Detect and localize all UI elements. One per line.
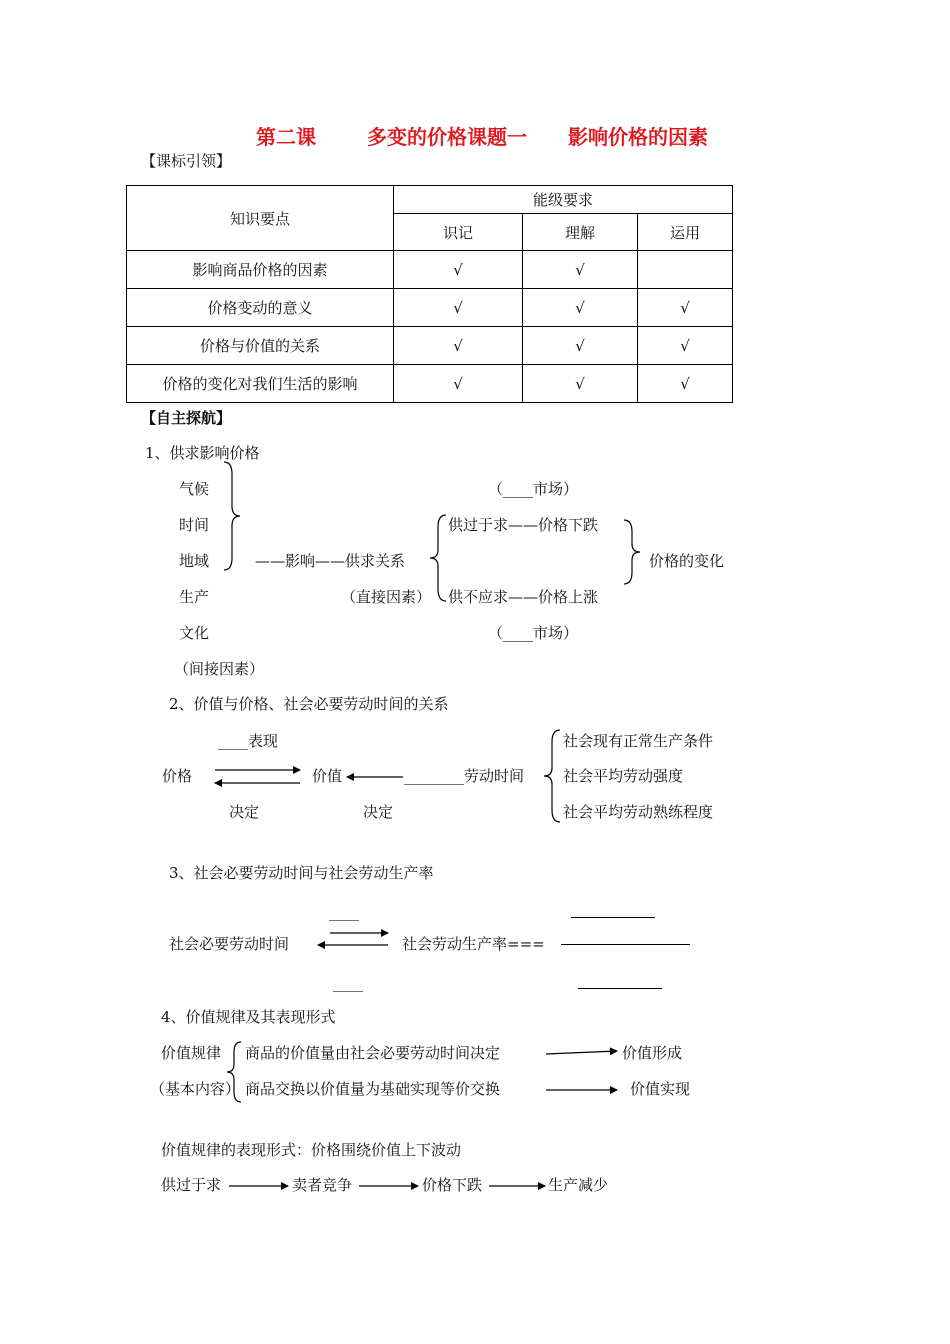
- conditions-brace: [544, 730, 560, 822]
- check-cell: √: [523, 251, 638, 289]
- price-change-label: 价格的变化: [649, 552, 725, 570]
- value-label: 价值: [312, 767, 343, 785]
- part2-heading: 2、价值与价格、社会必要劳动时间的关系: [169, 695, 449, 713]
- row-item: 价格变动的意义: [127, 289, 394, 327]
- market-top: （____市场）: [488, 480, 579, 498]
- supply-over: 供过于求——价格下跌: [448, 516, 599, 534]
- factor-region: 地域: [179, 552, 210, 570]
- arrow-to-value-formation: [546, 1051, 617, 1054]
- check-cell: √: [394, 251, 523, 289]
- price-close-brace: [624, 520, 640, 584]
- apply-header: 运用: [638, 214, 733, 251]
- chain-step-1: 供过于求: [161, 1176, 222, 1194]
- check-cell: √: [638, 327, 733, 365]
- blank-bottom: ____: [333, 974, 363, 992]
- row-item: 影响商品价格的因素: [127, 251, 394, 289]
- condition-3: 社会平均劳动熟练程度: [563, 803, 714, 821]
- condition-1: 社会现有正常生产条件: [563, 732, 714, 750]
- check-cell: √: [523, 365, 638, 403]
- content-1: 商品的价值量由社会必要劳动时间决定: [245, 1044, 501, 1062]
- check-cell: √: [394, 365, 523, 403]
- value-formation: 价值形成: [622, 1044, 683, 1062]
- factor-culture: 文化: [179, 624, 210, 642]
- form-label: 价值规律的表现形式：价格围绕价值上下波动: [161, 1141, 462, 1159]
- labor-time-node: 社会必要劳动时间: [169, 935, 290, 953]
- recall-header: 识记: [394, 214, 523, 251]
- price-label: 价格: [162, 767, 193, 785]
- knowledge-header: 知识要点: [127, 186, 394, 251]
- lesson-title: 第二课: [256, 125, 316, 149]
- part1-heading: 1、供求影响价格: [145, 444, 260, 462]
- value-realization: 价值实现: [630, 1080, 691, 1098]
- supply-open-brace: [430, 515, 446, 601]
- part4-heading: 4、价值规律及其表现形式: [161, 1008, 336, 1026]
- part3-heading: 3、社会必要劳动时间与社会劳动生产率: [169, 864, 434, 882]
- standards-heading: 【课标引领】: [141, 152, 232, 170]
- check-cell: √: [638, 365, 733, 403]
- check-cell: √: [523, 289, 638, 327]
- check-cell: √: [523, 327, 638, 365]
- check-cell: √: [638, 289, 733, 327]
- indirect-label: （间接因素）: [174, 660, 265, 678]
- productivity-node: 社会劳动生产率===: [402, 935, 545, 953]
- labor-time-label: ________劳动时间: [404, 767, 525, 785]
- self-explore-heading: 【自主探航】: [141, 409, 232, 427]
- check-cell: √: [394, 289, 523, 327]
- condition-2: 社会平均劳动强度: [563, 767, 684, 785]
- chain-step-4: 生产减少: [548, 1176, 609, 1194]
- supply-under: 供不应求——价格上涨: [448, 588, 599, 606]
- factors-brace: [224, 462, 240, 570]
- row-item: 价格与价值的关系: [127, 327, 394, 365]
- law-label: 价值规律: [161, 1044, 222, 1062]
- factor-time: 时间: [179, 516, 210, 534]
- check-cell: √: [394, 327, 523, 365]
- market-bottom: （____市场）: [488, 624, 579, 642]
- decides-left: 决定: [229, 803, 260, 821]
- expresses-label: ____表现: [218, 732, 279, 750]
- direct-label: （直接因素）: [341, 588, 432, 606]
- level-header: 能级要求: [394, 186, 733, 214]
- factor-production: 生产: [179, 588, 210, 606]
- chain-step-3: 价格下跌: [422, 1176, 483, 1194]
- law-brace: [227, 1042, 241, 1102]
- understand-header: 理解: [523, 214, 638, 251]
- chain-step-2: 卖者竞争: [292, 1176, 353, 1194]
- decides-right: 决定: [363, 803, 394, 821]
- factor-climate: 气候: [179, 480, 210, 498]
- influence-label: ——影响——供求关系: [255, 552, 406, 570]
- blank-top: ____: [329, 903, 359, 921]
- content-2: 商品交换以价值量为基础实现等价交换: [245, 1080, 501, 1098]
- subtitle: 影响价格的因素: [568, 125, 708, 149]
- row-item: 价格的变化对我们生活的影响: [127, 365, 394, 403]
- basic-content-label: （基本内容）: [150, 1080, 241, 1098]
- topic-title: 多变的价格课题一: [367, 125, 527, 149]
